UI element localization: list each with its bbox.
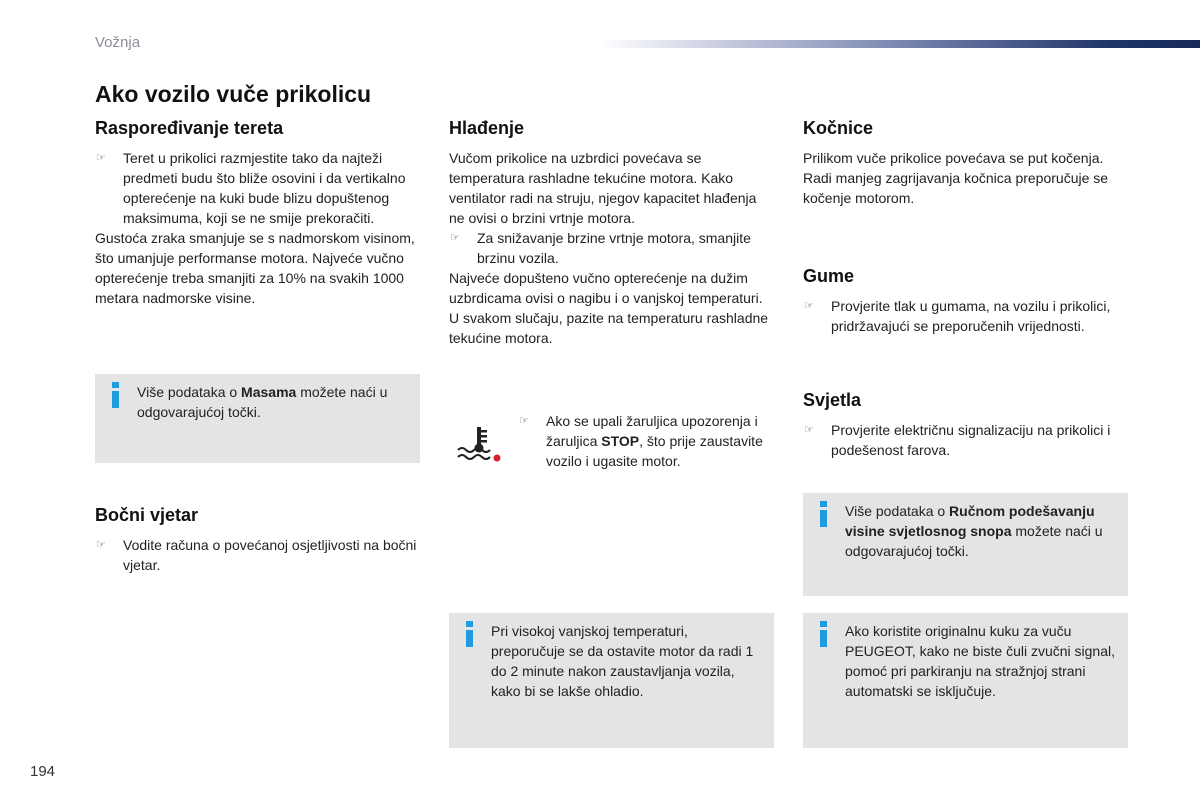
- bullet-item: [95, 535, 425, 575]
- warning-text-after: , što prije zaustavite vozilo i ugasite motor.: [546, 433, 763, 469]
- info-box-masses: [95, 374, 420, 463]
- bullet-text: Teret u prikolici razmjestite tako da najteži predmeti budu što bliže osovini i da vertikalno opterećenje na kuki bude blizu dopuštenog maksimuma, koji se ne smije prekoračiti.: [123, 150, 406, 226]
- heading-brakes: Kočnice: [803, 118, 874, 138]
- paragraph-cooling-2: Najveće dopušteno vučno opterećenje na dužim uzbrdicama ovisi o nagibu i o vanjskoj temperaturi. U svakom slučaju, pazite na temperaturu rashladne tekućine motora.: [449, 270, 769, 346]
- column-lights: [803, 390, 1128, 460]
- section-label: Vožnja: [95, 34, 141, 51]
- column-brakes: [803, 118, 1128, 208]
- info-text: Pri visokoj vanjskoj temperaturi, preporučuje se da ostavite motor da radi 1 do 2 minute nakon zaustavljanja vozila, kako bi se lakše ohladio.: [491, 623, 754, 699]
- info-text: Ako koristite originalnu kuku za vuču PEUGEOT, kako ne biste čuli zvučni signal, pomoć pri parkiranju na stražnjoj strani automatski se isključuje.: [845, 623, 1116, 699]
- info-icon: [817, 621, 831, 647]
- warning-text-before: Ako se upali žaruljica upozorenja i žaruljica: [546, 413, 758, 449]
- pointing-hand-icon: ☞: [96, 539, 106, 551]
- info-text-before: Više podataka o: [137, 384, 242, 400]
- info-icon: [463, 621, 477, 647]
- bullet-text: Za snižavanje brzine vrtnje motora, smanjite brzinu vozila.: [477, 230, 751, 266]
- column-tyres: [803, 266, 1128, 336]
- pointing-hand-icon: ☞: [96, 152, 106, 164]
- info-text-before: Više podataka o: [845, 503, 950, 519]
- heading-cooling: Hlađenje: [449, 118, 525, 138]
- bullet-text: Vodite računa o povećanoj osjetljivosti na bočni vjetar.: [123, 537, 417, 573]
- info-icon: [817, 501, 831, 527]
- heading-lights: Svjetla: [803, 390, 862, 410]
- bullet-text: Provjerite tlak u gumama, na vozilu i prikolici, pridržavajući se preporučenih vrijednosti.: [831, 298, 1111, 334]
- pointing-hand-icon: ☞: [804, 424, 814, 436]
- bullet-item: [95, 148, 425, 228]
- column-cooling: [449, 118, 774, 348]
- pointing-hand-icon: ☞: [450, 232, 460, 244]
- paragraph-cooling-1: Vučom prikolice na uzbrdici povećava se temperatura rashladne tekućine motora. Kako ventilator radi na struju, njegov kapacitet hlađenja ne ovisi o brzini vrtnje motora.: [449, 150, 757, 226]
- info-box-high-temperature: [449, 613, 774, 748]
- column-load-distribution: [95, 118, 425, 308]
- info-box-headlamp-adjustment: [803, 493, 1128, 596]
- bullet-item: [803, 420, 1128, 460]
- pointing-hand-icon: ☞: [804, 300, 814, 312]
- column-side-wind: [95, 505, 425, 575]
- info-box-towbar: [803, 613, 1128, 748]
- page-number: 194: [30, 763, 56, 780]
- paragraph-air-density: Gustoća zraka smanjuje se s nadmorskom visinom, što umanjuje performanse motora. Najveće vučno opterećenje treba smanjiti za 10% na svakih 1000 metara nadmorske visine.: [95, 230, 415, 306]
- paragraph-brakes: Prilikom vuče prikolice povećava se put kočenja. Radi manjeg zagrijavanja kočnica preporučuje se kočenje motorom.: [803, 150, 1109, 206]
- info-text-bold: Ručnom podešavanju visine svjetlosnog snopa: [845, 503, 1095, 539]
- bullet-item: [803, 296, 1128, 336]
- coolant-temperature-icon: [456, 424, 502, 464]
- info-text-after: možete naći u odgovarajućoj točki.: [845, 523, 1103, 559]
- info-text-bold: Masama: [241, 384, 297, 400]
- page-title: Ako vozilo vuče prikolicu: [95, 81, 372, 107]
- heading-load-distribution: Raspoređivanje tereta: [95, 118, 284, 138]
- heading-side-wind: Bočni vjetar: [95, 505, 199, 525]
- warning-stop: [518, 411, 778, 471]
- info-text-after: možete naći u odgovarajućoj točki.: [137, 384, 388, 420]
- pointing-hand-icon: ☞: [519, 415, 529, 427]
- heading-tyres: Gume: [803, 266, 855, 286]
- bullet-text: Provjerite električnu signalizaciju na prikolici i podešenost farova.: [831, 422, 1111, 458]
- header-bar: [600, 40, 1200, 48]
- bullet-item: [449, 228, 774, 268]
- warning-text-bold: STOP: [601, 433, 640, 449]
- info-icon: [109, 382, 123, 408]
